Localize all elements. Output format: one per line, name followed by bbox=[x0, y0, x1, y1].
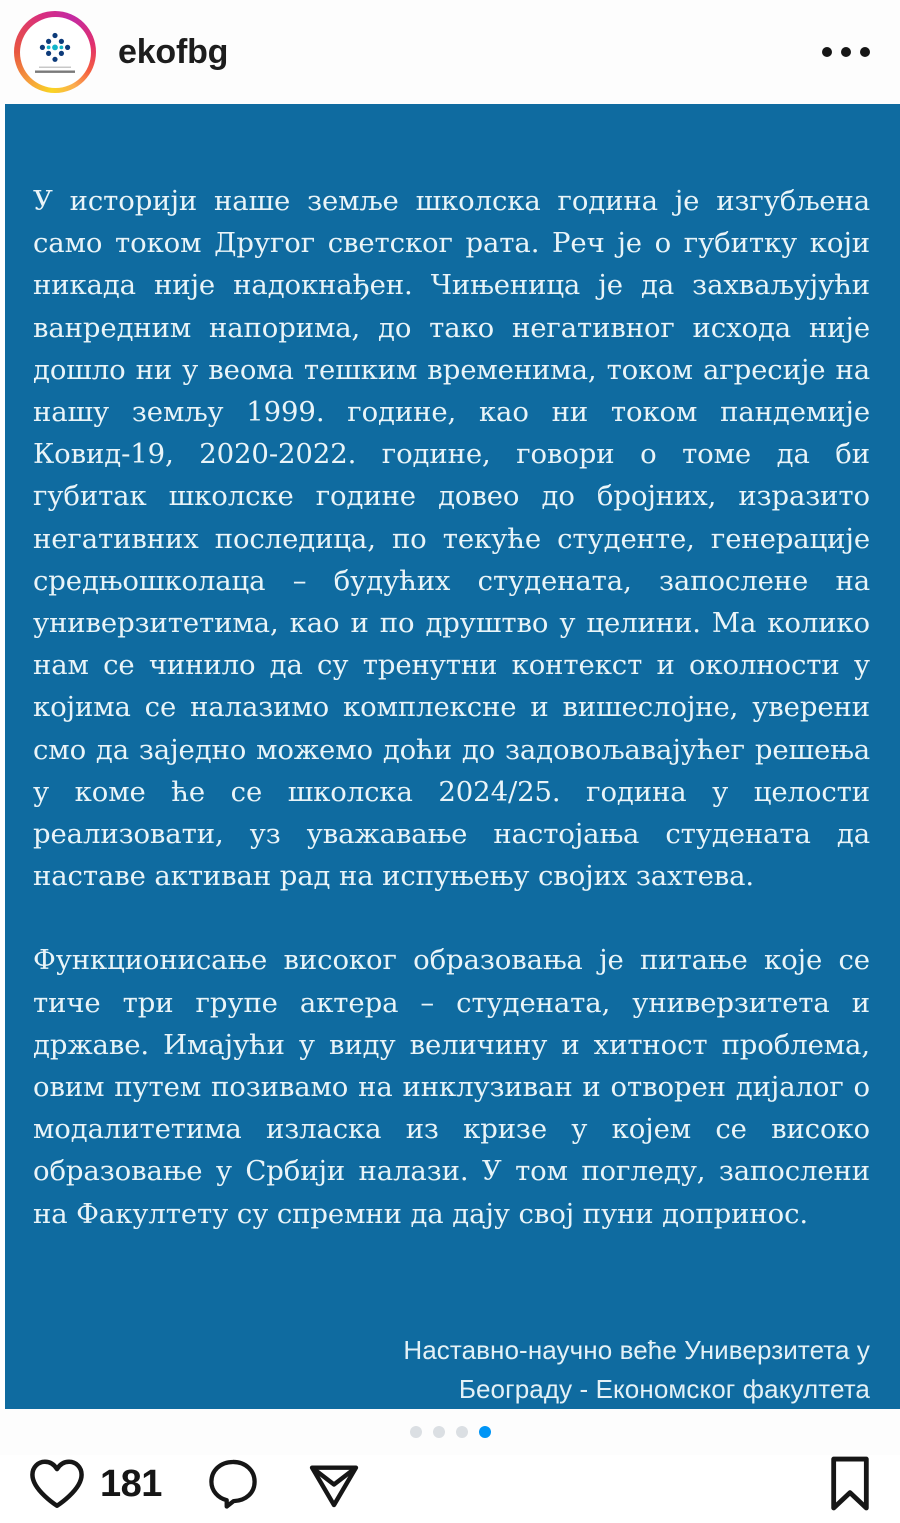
avatar-story-ring[interactable] bbox=[14, 11, 96, 93]
post-action-bar bbox=[0, 1455, 900, 1523]
share-button[interactable] bbox=[306, 1456, 362, 1512]
carousel-dot-3[interactable] bbox=[456, 1426, 468, 1438]
statement-signature bbox=[33, 1331, 870, 1409]
share-paper-plane-icon bbox=[306, 1456, 362, 1512]
carousel-dot-1[interactable] bbox=[410, 1426, 422, 1438]
save-button[interactable] bbox=[826, 1455, 874, 1513]
signature-line-2: Београду - Економског факултета bbox=[458, 1373, 870, 1404]
comment-button[interactable] bbox=[206, 1457, 260, 1511]
more-dot bbox=[860, 47, 870, 57]
statement-paragraph-1: У историји наше земље школска година је изгубљена само током Другог светског рата. Реч је о губитку који никада није надокнађен. Чињеница је да захваљујући ванредним напорима, до тако негативног исхода није дошло ни у веома тешким временима, током агресије на нашу земљу 1999. године, као ни током пандемије Ковид-19, 2020-2022. године, говори о томе да би губитак школске године довео до бројних, изразито негативних последица, по текуће студенте, генерације средњошколаца – будућих студената, запослене на универзитетима, као и по друштво у целини. Ма колико нам се чинило да су тренутни контекст и околности у којима се налазимо комплексне и вишеслојне, уверени смо да заједно можемо доћи до задовољавајућег решења у коме ће се школска 2024/25. година у целости реализовати, уз уважавање настојања студената да наставе активан рад на испуњењу својих захтева. bbox=[33, 185, 870, 893]
carousel-dot-4-active[interactable] bbox=[479, 1426, 491, 1438]
more-dot bbox=[841, 47, 851, 57]
bookmark-outline-icon bbox=[826, 1455, 874, 1513]
carousel-dot-2[interactable] bbox=[433, 1426, 445, 1438]
action-bar-left-group bbox=[28, 1456, 362, 1512]
avatar[interactable] bbox=[20, 17, 91, 88]
account-username[interactable]: ekofbg bbox=[118, 33, 229, 71]
post-slide-image[interactable] bbox=[5, 104, 900, 1409]
more-options-icon[interactable] bbox=[814, 33, 878, 71]
like-button[interactable] bbox=[28, 1458, 86, 1510]
heart-outline-icon bbox=[28, 1458, 86, 1510]
post-header bbox=[0, 0, 900, 104]
like-count: 181 bbox=[100, 1462, 162, 1505]
statement-paragraph-2: Функционисање високог образовања је питање које се тиче три групе актера – студената, универзитета и државе. Имајући у виду величину и хитност проблема, овим путем позивамо на инклузиван и отворен дијалог о модалитетима изласка из кризе у којем се високо образовање у Србији налази. У том погледу, запослени на Факултету су спремни да дају свој пуни допринос. bbox=[33, 944, 870, 1230]
ekof-logo-avatar-icon bbox=[24, 21, 86, 83]
comment-bubble-icon bbox=[206, 1457, 260, 1511]
more-dot bbox=[822, 47, 832, 57]
carousel-dots bbox=[0, 1409, 900, 1455]
post-media-area bbox=[0, 104, 900, 1409]
signature-line-1: Наставно-научно веће Универзитета у bbox=[403, 1334, 870, 1365]
